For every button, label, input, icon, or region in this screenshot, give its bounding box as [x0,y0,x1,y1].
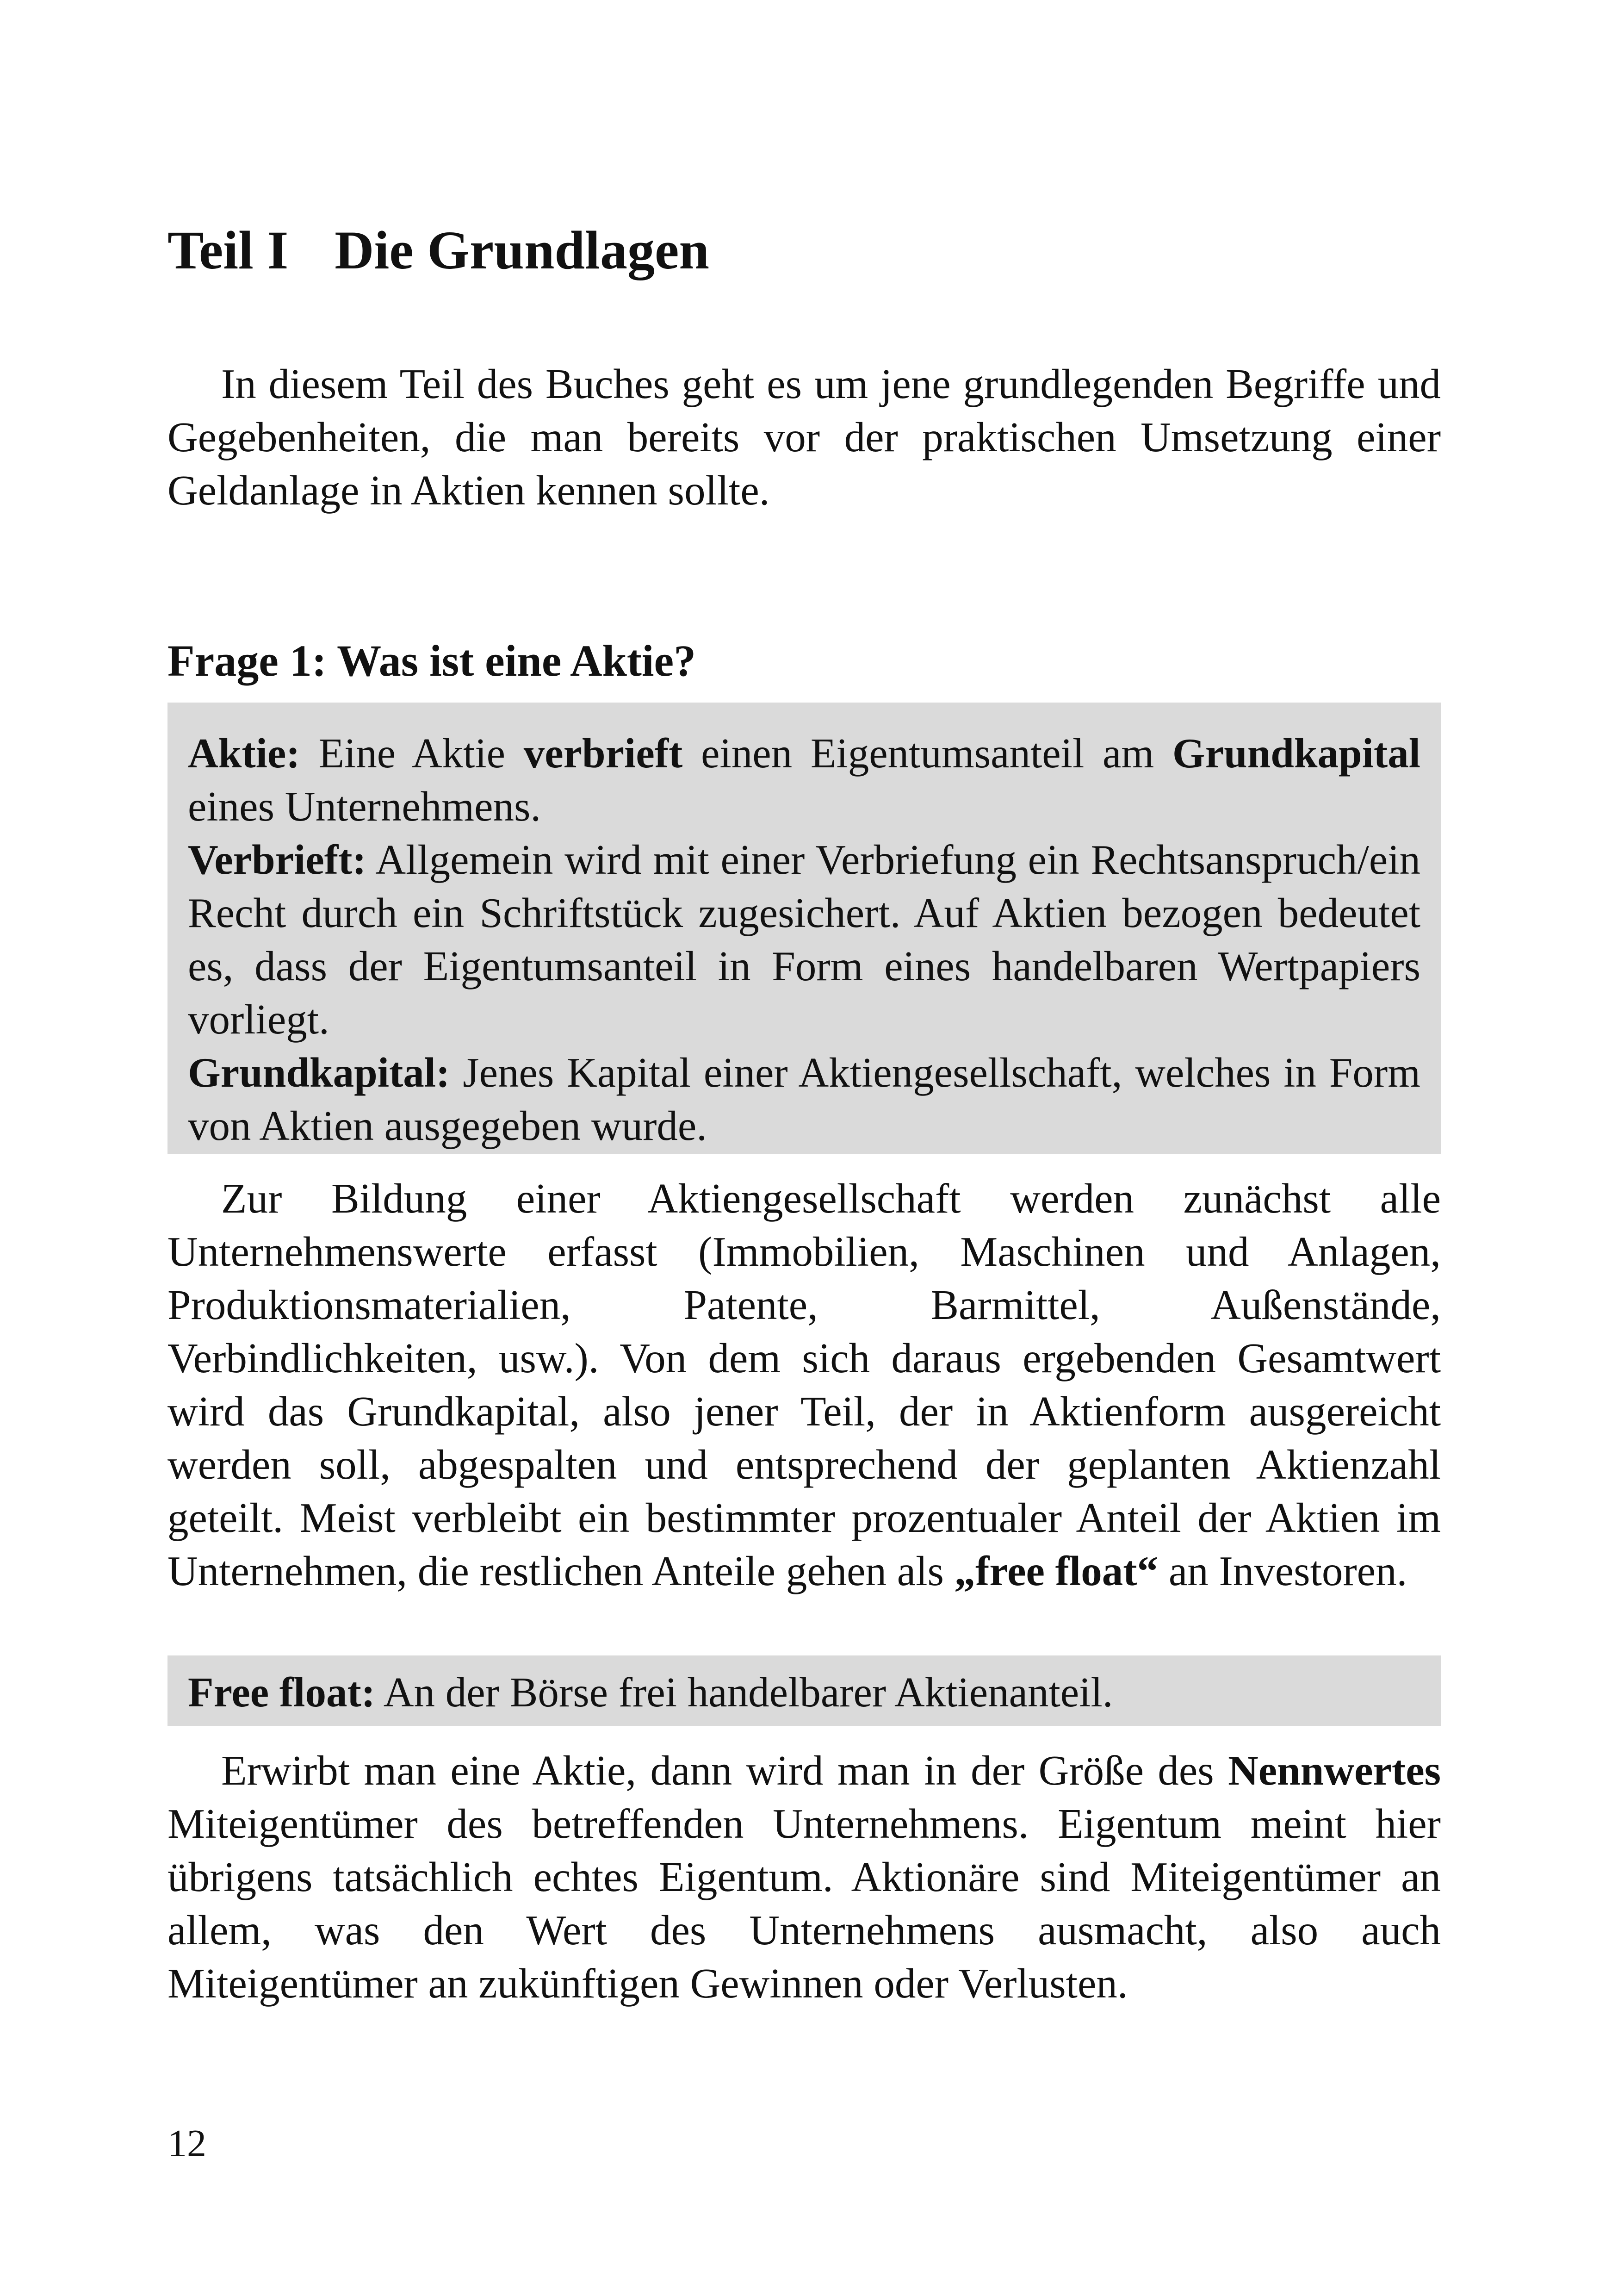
emphasis: Grundkapital [1172,730,1420,777]
emphasis: Nennwertes [1228,1747,1441,1794]
emphasis: verbrieft [523,730,683,777]
part-number: Teil I [167,220,289,280]
definition-term: Free float: [188,1669,376,1716]
body-paragraph: Erwirbt man eine Aktie, dann wird man in der Größe des Nennwertes Miteigentümer des betreffenden Unternehmens. Eigentum meint hier übrigens tatsächlich echtes Eigentum. Aktionäre sind Miteigentümer an allem, was den Wert des Unternehmens ausmacht, also auch Miteigentümer an zukünftigen Gewinnen oder Verlusten. [167,1747,1441,2007]
definition-term: Verbrieft: [188,836,366,883]
definition-grundkapital: Grundkapital: Jenes Kapital einer Aktiengesellschaft, welches in Form von Aktien ausgegeben wurde. [188,1049,1420,1149]
part-title [167,218,709,283]
book-page [167,0,1441,2296]
body-paragraph: Zur Bildung einer Aktiengesellschaft werden zunächst alle Unternehmenswerte erfasst (Immobilien, Maschinen und Anlagen, Produktionsmaterialien, Patente, Barmittel, Außenstände, Verbindlichkeiten, usw.). Von dem sich daraus ergebenden Gesamtwert wird das Grundkapital, also jener Teil, der in Aktienform ausgereicht werden soll, abgespalten und entsprechend der geplanten Aktienzahl geteilt. Meist verbleibt ein bestimmter prozentualer Anteil der Aktien im Unternehmen, die restlichen Anteile gehen als „free float“ an Investoren. [167,1175,1441,1594]
definition-aktie: Aktie: Eine Aktie verbrieft einen Eigentumsanteil am Grundkapital eines Unternehmens. [188,730,1420,830]
definition-verbrieft: Verbrieft: Allgemein wird mit einer Verbriefung ein Rechtsanspruch/ein Recht durch ein Schriftstück zugesichert. Auf Aktien bezogen bedeutet es, dass der Eigentumsanteil in Form eines handelbaren Wertpapiers vorliegt. [188,836,1420,1043]
definition-term: Grundkapital: [188,1049,450,1096]
definition-box-free-float [167,1655,1441,1726]
emphasis: „free float“ [954,1548,1159,1594]
definition-term: Aktie: [188,730,300,777]
definition-free-float: Free float: An der Börse frei handelbarer Aktienanteil. [188,1669,1113,1716]
page-number: 12 [167,2122,206,2165]
question-heading: Frage 1: Was ist eine Aktie? [167,636,696,685]
definition-box [167,703,1441,1154]
part-name: Die Grundlagen [335,220,709,280]
intro-paragraph: In diesem Teil des Buches geht es um jene grundlegenden Begriffe und Gegebenheiten, die man bereits vor der praktischen Umsetzung einer Geldanlage in Aktien kennen sollte. [167,361,1441,514]
